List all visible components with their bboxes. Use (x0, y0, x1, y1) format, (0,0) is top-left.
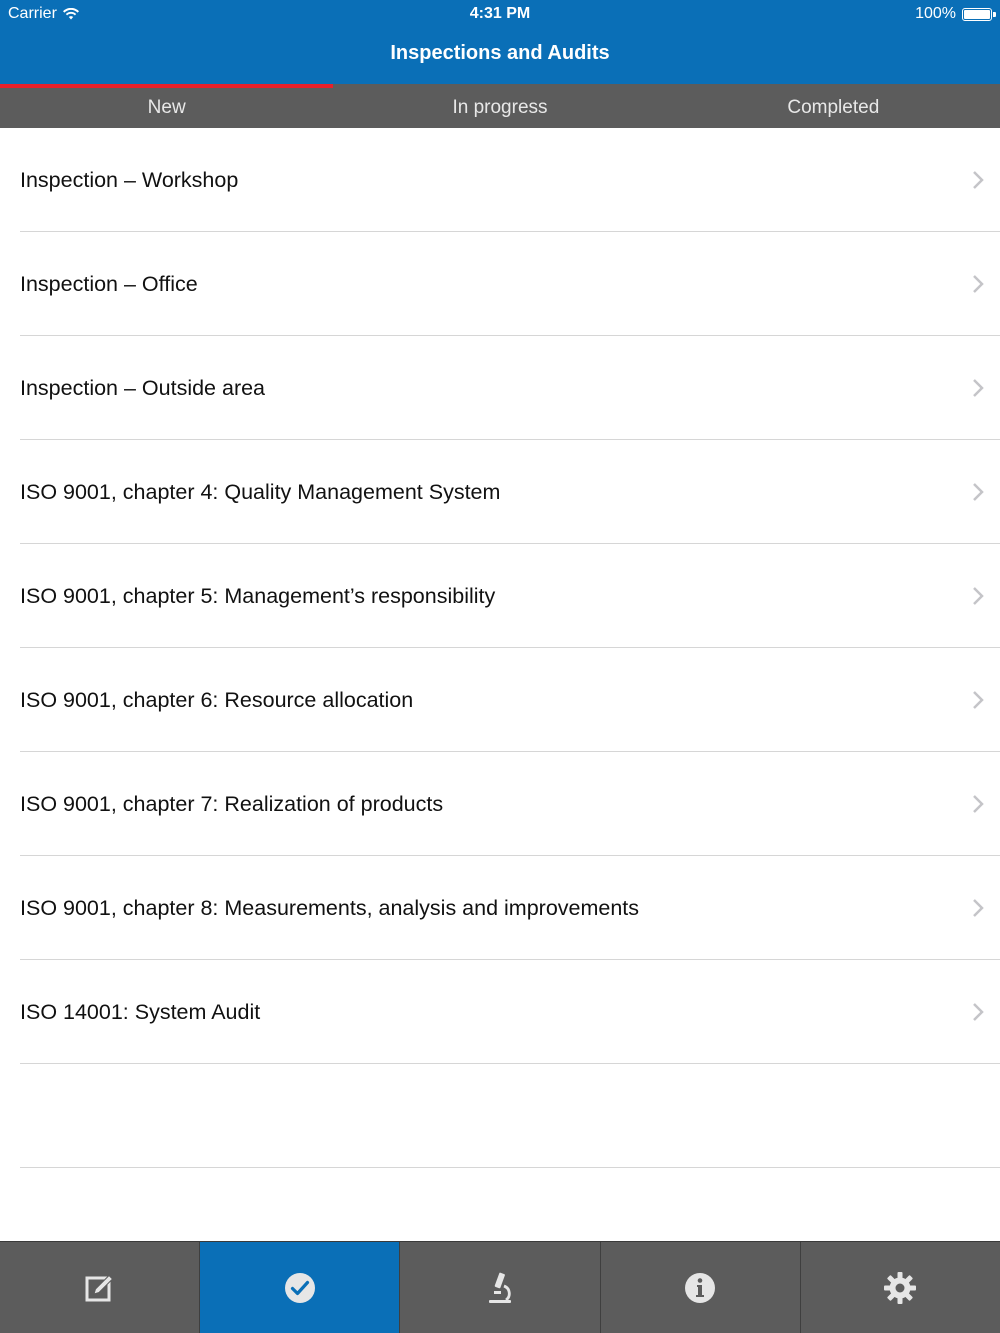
tab-label: New (147, 97, 186, 118)
chevron-right-icon (972, 378, 984, 398)
list-item[interactable] (20, 128, 1000, 232)
list-item-label: Inspection – Office (20, 272, 198, 296)
header (0, 0, 1000, 84)
tab-completed[interactable] (667, 84, 1000, 128)
segment-tabs (0, 84, 1000, 128)
chevron-right-icon (972, 898, 984, 918)
status-bar (0, 0, 1000, 28)
chevron-right-icon (972, 690, 984, 710)
chevron-right-icon (972, 274, 984, 294)
tabbar-item-edit[interactable] (0, 1242, 200, 1333)
list-item[interactable] (20, 232, 1000, 336)
chevron-right-icon (972, 170, 984, 190)
list-item[interactable] (20, 960, 1000, 1064)
battery-percent: 100% (915, 5, 956, 22)
tab-label: In progress (452, 97, 548, 118)
status-battery-group (915, 5, 992, 23)
checkmark-icon (282, 1270, 318, 1306)
status-time: 4:31 PM (469, 5, 531, 22)
empty-row (20, 1064, 1000, 1168)
list-item-label: ISO 9001, chapter 8: Measurements, analysis and improvements (20, 896, 640, 920)
list-item[interactable] (20, 544, 1000, 648)
bottom-tab-bar (0, 1241, 1000, 1333)
tab-in-progress[interactable] (333, 84, 666, 128)
chevron-right-icon (972, 1002, 984, 1022)
info-icon (682, 1270, 718, 1306)
list-item-label: ISO 9001, chapter 7: Realization of products (20, 792, 444, 816)
list-item[interactable] (20, 648, 1000, 752)
tab-new[interactable] (0, 84, 333, 128)
chevron-right-icon (972, 586, 984, 606)
list-item-label: ISO 9001, chapter 4: Quality Management System (20, 480, 501, 504)
list-item-label: Inspection – Outside area (20, 376, 266, 400)
microscope-icon (482, 1270, 518, 1306)
gear-icon (882, 1270, 918, 1306)
tabbar-item-info[interactable] (601, 1242, 801, 1333)
tab-label: Completed (787, 97, 880, 118)
edit-icon (82, 1270, 118, 1306)
page-title: Inspections and Audits (390, 42, 610, 64)
list-item[interactable] (20, 856, 1000, 960)
inspection-list (0, 128, 1000, 1168)
tabbar-item-checklists[interactable] (200, 1242, 400, 1333)
list-item-label: ISO 9001, chapter 6: Resource allocation (20, 688, 414, 712)
chevron-right-icon (972, 482, 984, 502)
tabbar-item-settings[interactable] (801, 1242, 1000, 1333)
list-item-label: ISO 9001, chapter 5: Management’s responsibility (20, 584, 496, 608)
battery-icon (962, 8, 992, 21)
list-item[interactable] (20, 440, 1000, 544)
list-item[interactable] (20, 752, 1000, 856)
list-item[interactable] (20, 336, 1000, 440)
tabbar-item-analysis[interactable] (400, 1242, 600, 1333)
list-item-label: ISO 14001: System Audit (20, 1000, 261, 1024)
carrier-label: Carrier (8, 5, 57, 22)
list-item-label: Inspection – Workshop (20, 168, 239, 192)
chevron-right-icon (972, 794, 984, 814)
